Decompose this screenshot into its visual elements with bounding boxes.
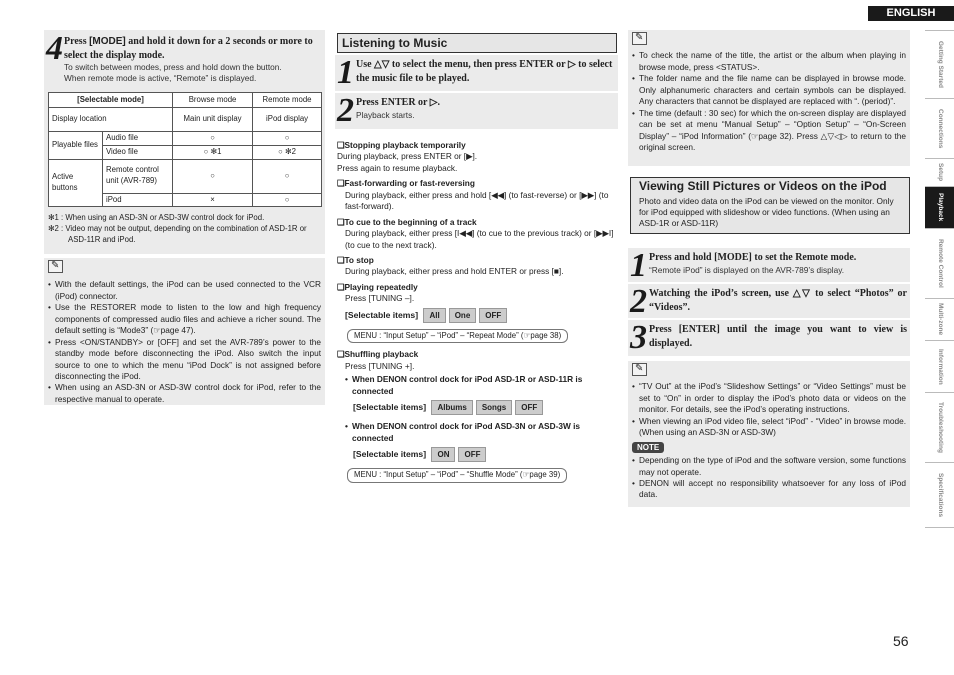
repeat-item-chip: OFF [479, 308, 507, 323]
table-cell: ○ [253, 159, 322, 193]
table-header: Browse mode [173, 93, 253, 108]
footnote-2: ✻2 : Video may not be output, depending on the combination of ASD-1R or ASD-11R and iPod. [48, 223, 307, 244]
shuffle-selectable-1: [Selectable items] Albums Songs OFF [337, 400, 618, 415]
step-title: Use △▽ to select the menu, then press ENTER or ▷ to select the music file to be played. [356, 59, 613, 84]
step2-panel [335, 93, 618, 129]
table-cell: Main unit display [173, 108, 253, 132]
table-cell: Video file [103, 145, 173, 159]
step-number: 1 [337, 54, 354, 91]
table-cell: Audio file [103, 132, 173, 146]
repeat-press: Press [TUNING –]. [345, 293, 415, 304]
table-cell: Display location [49, 108, 173, 132]
shuffle-item-chip: Songs [476, 400, 512, 415]
shuffle-sub-1: • When DENON control dock for iPod ASD-1R or ASD-11R is connected [345, 374, 618, 397]
shuffle-item-chip: ON [431, 447, 455, 462]
table-cell: ○ [173, 159, 253, 193]
repeat-item-chip: One [449, 308, 477, 323]
note-item: • Press <ON/STANDBY> or [OFF] and set the AVR-789’s power to the standby mode before disconnecting the iPod. Also switch the input source to one to which the menu “iPod Dock” is not assigned before disconnecting the iPod. [48, 337, 321, 383]
op-title: ❑To stop [337, 254, 374, 265]
side-tab-label: Information [936, 348, 944, 385]
side-tab-label: Connections [936, 108, 944, 149]
table-header: Remote mode [253, 93, 322, 108]
page-number: 56 [893, 633, 909, 649]
step-number: 2 [630, 283, 647, 320]
mode-table [48, 92, 322, 207]
table-header: [Selectable mode] [49, 93, 173, 108]
step-title: Watching the iPod’s screen, use △▽ to select “Photos” or “Videos”. [649, 288, 907, 313]
note-item: • The time (default : 30 sec) for which the on-screen display are displayed can be set at menu “Manual Setup” – “Option Setup” – “On-Screen Display” – “iPod Information” (☞page 32). Press △▽◁▷ to return to the original screen. [632, 108, 906, 154]
repeat-item-chip: All [423, 308, 445, 323]
step1-panel [335, 55, 618, 91]
shuffle-item-chip: Albums [431, 400, 472, 415]
shuffle-press: Press [TUNING +]. [345, 360, 415, 371]
table-cell: × [173, 193, 253, 207]
notes-top-panel [628, 30, 910, 166]
table-cell: ○ [253, 193, 322, 207]
note-item: • To check the name of the title, the artist or the album when playing in browse mode, press <STATUS>. [632, 50, 906, 73]
shuffle-item-chip: OFF [515, 400, 543, 415]
step-sub-2: When remote mode is active, “Remote” is displayed. [64, 73, 257, 84]
section-heading-text: Viewing Still Pictures or Videos on the iPod [639, 179, 887, 193]
notes-bottom-panel [628, 361, 910, 507]
shuffle-title: ❑Shuffling playback [337, 349, 419, 360]
step-sub: Playback starts. [356, 109, 415, 120]
step1-panel [628, 248, 910, 282]
step-title: Press [ENTER] until the image you want to view is displayed. [649, 324, 907, 349]
shuffle-item-chip: OFF [458, 447, 486, 462]
table-cell: Playable files [49, 132, 103, 160]
table-cell: ○ [253, 132, 322, 146]
note-item: • When viewing an iPod video file, select “iPod” - “Video” in browse mode. (When using an ASD-3N or ASD-3W) [632, 416, 906, 439]
note-item: • Use the RESTORER mode to listen to the low and high frequency components of compressed audio files and achieve a richer sound. The default setting is “Mode3” (☞page 47). [48, 302, 321, 336]
repeat-selectable: [Selectable items] All One OFF [337, 308, 618, 323]
side-tab-specifications[interactable] [925, 462, 954, 528]
side-tab-label: Specifications [936, 472, 944, 518]
side-tab-connections[interactable] [925, 98, 954, 158]
side-tab-label: Getting Started [936, 41, 944, 88]
op-title: ❑To cue to the beginning of a track [337, 216, 477, 227]
side-tab-information[interactable] [925, 340, 954, 392]
side-tab-label: Playback [936, 193, 944, 222]
side-tab-setup[interactable] [925, 158, 954, 186]
note-label: NOTE [632, 442, 664, 453]
step-title: Press [MODE] and hold it down for a 2 seconds or more to select the display mode. [64, 36, 313, 61]
repeat-menu-path: MENU : “Input Setup” – “iPod” – “Repeat Mode” (☞page 38) [347, 329, 568, 344]
step-sub: “Remote iPod” is displayed on the AVR-789’s display. [649, 264, 845, 275]
step-title: Press and hold [MODE] to set the Remote mode. [649, 252, 857, 263]
note-item: • When using an ASD-3N or ASD-3W control dock for iPod, refer to the respective manual to operate. [48, 382, 321, 405]
note-item: • The folder name and the file name can be displayed in browse mode. Only alphanumeric characters and certain symbols can be displayed. Any characters that cannot be displayed are replaced with “. (period)”. [632, 73, 906, 107]
note-item: • With the default settings, the iPod can be used connected to the VCR (iPod) connector. [48, 279, 321, 302]
pencil-icon [632, 363, 647, 376]
section-heading: Listening to Music [337, 33, 617, 53]
side-nav [925, 30, 954, 528]
table-cell: Remote control unit (AVR-789) [103, 159, 173, 193]
table-cell: ○ ✻1 [173, 145, 253, 159]
language-badge: ENGLISH [868, 6, 954, 21]
footnote-1: ✻1 : When using an ASD-3N or ASD-3W control dock for iPod. [48, 213, 265, 222]
section-heading [630, 177, 910, 234]
note-item: • DENON will accept no responsibility whatsoever for any loss of iPod data. [632, 478, 906, 501]
side-tab-multi-zone[interactable] [925, 298, 954, 340]
side-tab-label: Setup [936, 163, 944, 182]
notes-panel [44, 258, 325, 405]
table-cell: ○ [173, 132, 253, 146]
repeat-title: ❑Playing repeatedly [337, 281, 418, 292]
step-number: 1 [630, 247, 647, 284]
table-cell: iPod display [253, 108, 322, 132]
table-cell: ○ ✻2 [253, 145, 322, 159]
step-number: 3 [630, 319, 647, 356]
side-tab-remote-control[interactable] [925, 228, 954, 298]
op-title: ❑Fast-forwarding or fast-reversing [337, 178, 475, 189]
table-cell: iPod [103, 193, 173, 207]
note-item: • Depending on the type of iPod and the software version, some functions may not operate. [632, 455, 906, 478]
side-tab-label: Troubleshooting [936, 402, 944, 453]
note-item: • “TV Out” at the iPod’s “Slideshow Settings” or “Video Settings” must be set to “On” in order to display the iPod’s photo data or videos on the monitor. For details, see the iPod’s operating instructions. [632, 381, 906, 415]
side-tab-getting-started[interactable] [925, 30, 954, 98]
step4-panel [44, 30, 325, 254]
step-title: Press ENTER or ▷. [356, 97, 440, 108]
step-number: 2 [337, 92, 354, 129]
step3-panel [628, 320, 910, 356]
side-tab-label: Remote Control [936, 239, 944, 288]
shuffle-menu-path: MENU : “Input Setup” – “iPod” – “Shuffle Mode” (☞page 39) [347, 468, 567, 483]
shuffle-selectable-2: [Selectable items] ON OFF [337, 447, 618, 462]
step2-panel [628, 284, 910, 318]
side-tab-label: Multi-zone [936, 303, 944, 336]
op-line: During playback, either press and hold [◀◀] (to fast-reverse) or [▶▶] (to fast-forward). [345, 189, 609, 212]
table-cell: Active buttons [49, 159, 103, 207]
step-number: 4 [46, 30, 63, 67]
side-tab-troubleshooting[interactable] [925, 392, 954, 462]
shuffle-sub-2: • When DENON control dock for iPod ASD-3N or ASD-3W is connected [345, 421, 618, 444]
op-line: During playback, press ENTER or [▶]. [337, 151, 478, 162]
pencil-icon [632, 32, 647, 45]
op-line: During playback, either press [I◀◀] (to cue to the previous track) or [▶▶I] (to cue to the next track). [345, 228, 614, 250]
op-line: Press again to resume playback. [337, 162, 458, 173]
section-intro: Photo and video data on the iPod can be viewed on the monitor. Only for iPod equipped with slideshow or video functions. (When using an ASD-1R or ASD-11R) [639, 195, 894, 229]
op-title: ❑Stopping playback temporarily [337, 140, 466, 150]
op-line: During playback, either press and hold ENTER or press [■]. [345, 266, 564, 277]
side-tab-playback[interactable] [925, 186, 954, 228]
step-sub-1: To switch between modes, press and hold down the button. [64, 62, 282, 72]
pencil-icon [48, 260, 63, 273]
